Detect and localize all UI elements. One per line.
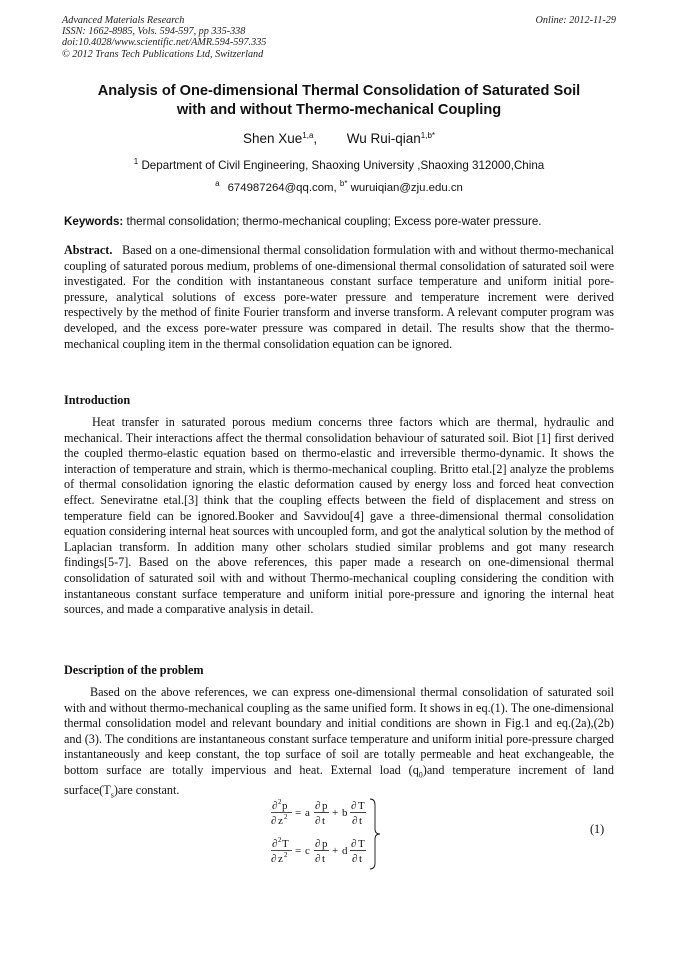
abstract: [64, 243, 614, 352]
eq-d10: ∂: [315, 853, 321, 865]
keywords-text: thermal consolidation; thermo-mechanical coupling; Excess pore-water pressure.: [126, 215, 542, 228]
issn-line: ISSN: 1662-8985, Vols. 594-597, pp 335-338: [62, 26, 246, 38]
introduction-heading: Introduction: [64, 393, 131, 407]
eq-d2: ∂: [271, 815, 277, 827]
email-line: [0, 179, 678, 194]
description-text: Based on the above references, we can express one-dimensional thermal consolidation of saturated soil with and without thermo-mechanical coupling as the same unified form. It shows in eq.(1). The one-dimensional thermal consolidation model and relevant boundary and initial conditions are shown in Fig.1 and eq.(2a),(2b) and (3). The conditions are instantaneous constant surface temperature and uniform initial pore-pressure charged instantaneously and keep constant, the top surface of soil are totally permeable and heat exchangeable, the bottom surface are totally impervious and heat. External load (q: [64, 685, 614, 777]
title-line-2: with and without Thermo-mechanical Coupling: [176, 101, 502, 118]
copyright-line: © 2012 Trans Tech Publications Ltd, Switzerland: [62, 48, 264, 60]
eq-p1: p: [282, 800, 288, 812]
journal-header: [62, 15, 266, 60]
eq-d4: ∂: [315, 815, 321, 827]
eq-T2: T: [282, 838, 289, 850]
eq-brace: [370, 799, 380, 869]
eq-eq1: =: [295, 807, 302, 819]
email-a: 674987264@qq.com,: [227, 182, 337, 194]
surface-subscript: s: [110, 790, 114, 800]
eq-sq3: 2: [278, 836, 282, 844]
abstract-text: Based on a one-dimensional thermal consolidation formulation with and without thermo-mechanical coupling of saturated porous medium, problems of one-dimensional thermal consolidation of saturated soil were investigated. For the condition with instantaneous constant surface temperature and uniform initial pore-pressure, analytical solutions of excess pore-water pressure and temperature increment were derived respectively by the method of finite Fourier transform and inverse transform. A relevant computer program was developed, and the excess pore-water pressure was compared in detail. The results show that the thermo-mechanical coupling item in the thermal consolidation equation can be ignored.: [64, 243, 614, 351]
paper-title: [40, 82, 638, 119]
equation-1-graphic: [270, 797, 400, 871]
eq-sq2: 2: [284, 813, 288, 821]
affiliation-text: Department of Civil Engineering, Shaoxing University ,Shaoxing 312000,China: [141, 159, 545, 172]
eq-z2: z: [278, 853, 283, 865]
author-2: Wu Rui-qian: [346, 131, 421, 146]
doi-line: doi:10.4028/www.scientific.net/AMR.594-597.335: [62, 37, 267, 49]
load-subscript: 0: [418, 770, 423, 780]
introduction-paragraph: Heat transfer in saturated porous medium concerns three factors which are thermal, hydraulic and mechanical. Their interactions affect the thermal consolidation behaviour of saturated soil. Biot [1] first derived the coupled thermo-elastic equation based on thermo-elastic and irreversible thermo-dynamic. It shows the interaction of temperature and strain, which is thermo-mechanical coupling. Britto etal.[2] analyze the problems of thermal consolidation ignoring the elastic deformation caused by energy loss and forced heat convection effect. Seneviratne etal.[3] think that the coupling effects between the field of displacement and stress on temperature field can be ignored.Booker and Savvidou[4] gave a three-dimensional thermal consolidation equation considering internal heat sources with uncoupled form, and got the analytical solution by the method of Laplacian transform. In addition many other scholars studied similar problems and got many research findings[5-7]. Based on the above references, this paper made a research on one-dimensional thermal consolidation of saturated soil with and without Thermo-mechanical coupling considering the condition with instantaneous constant surface temperature and uniform initial pore-pressure and ignoring the internal heat sources, and made a comparative analysis in detail.: [64, 415, 614, 617]
eq-t2: t: [359, 815, 363, 827]
eq-d6: ∂: [352, 815, 358, 827]
author-1: Shen Xue: [242, 131, 303, 146]
affiliation-number: 1: [133, 157, 139, 166]
eq-sq1: 2: [278, 798, 282, 806]
affiliation: [0, 157, 678, 172]
eq-b: b: [342, 807, 348, 819]
eq-d8: ∂: [271, 853, 277, 865]
eq-a: a: [305, 807, 310, 819]
eq-z1: z: [278, 815, 283, 827]
author-1-affil: 1,a: [302, 131, 314, 140]
abstract-label: Abstract.: [64, 243, 113, 257]
title-line-1: Analysis of One-dimensional Thermal Consolidation of Saturated Soil: [97, 83, 581, 99]
equation-1: [270, 797, 400, 871]
eq-d-coef: d: [342, 845, 348, 857]
description-text-2: )and temperature increment of land surface(T: [64, 762, 614, 797]
email-a-marker: a: [215, 179, 220, 188]
description-heading: Description of the problem: [64, 663, 204, 677]
author-2-affil: 1,b*: [420, 131, 435, 140]
equation-number: (1): [590, 822, 605, 836]
online-date: Online: 2012-11-29: [535, 15, 616, 26]
eq-t1: t: [322, 815, 326, 827]
eq-d1: ∂: [272, 800, 278, 812]
eq-plus2: +: [332, 845, 339, 857]
eq-d12: ∂: [352, 853, 358, 865]
eq-T3: T: [358, 838, 365, 850]
eq-plus1: +: [332, 807, 339, 819]
eq-d7: ∂: [272, 838, 278, 850]
eq-d5: ∂: [351, 800, 357, 812]
eq-sq4: 2: [284, 851, 288, 859]
author-list: [0, 131, 678, 146]
eq-eq2: =: [295, 845, 302, 857]
eq-T1: T: [358, 800, 365, 812]
eq-t3: t: [322, 853, 326, 865]
eq-p2: p: [322, 800, 328, 812]
keywords-line: [64, 215, 542, 228]
author-separator: ,: [313, 131, 318, 146]
eq-d9: ∂: [315, 838, 321, 850]
email-b-marker: b*: [339, 179, 348, 188]
email-b: wuruiqian@zju.edu.cn: [350, 182, 463, 194]
eq-d3: ∂: [315, 800, 321, 812]
keywords-label: Keywords:: [64, 215, 124, 228]
description-text-3: )are constant.: [113, 783, 180, 797]
eq-d11: ∂: [351, 838, 357, 850]
eq-c: c: [305, 845, 310, 857]
eq-p3: p: [322, 838, 328, 850]
eq-t4: t: [359, 853, 363, 865]
description-paragraph: [64, 685, 614, 803]
journal-name: Advanced Materials Research: [62, 15, 185, 26]
